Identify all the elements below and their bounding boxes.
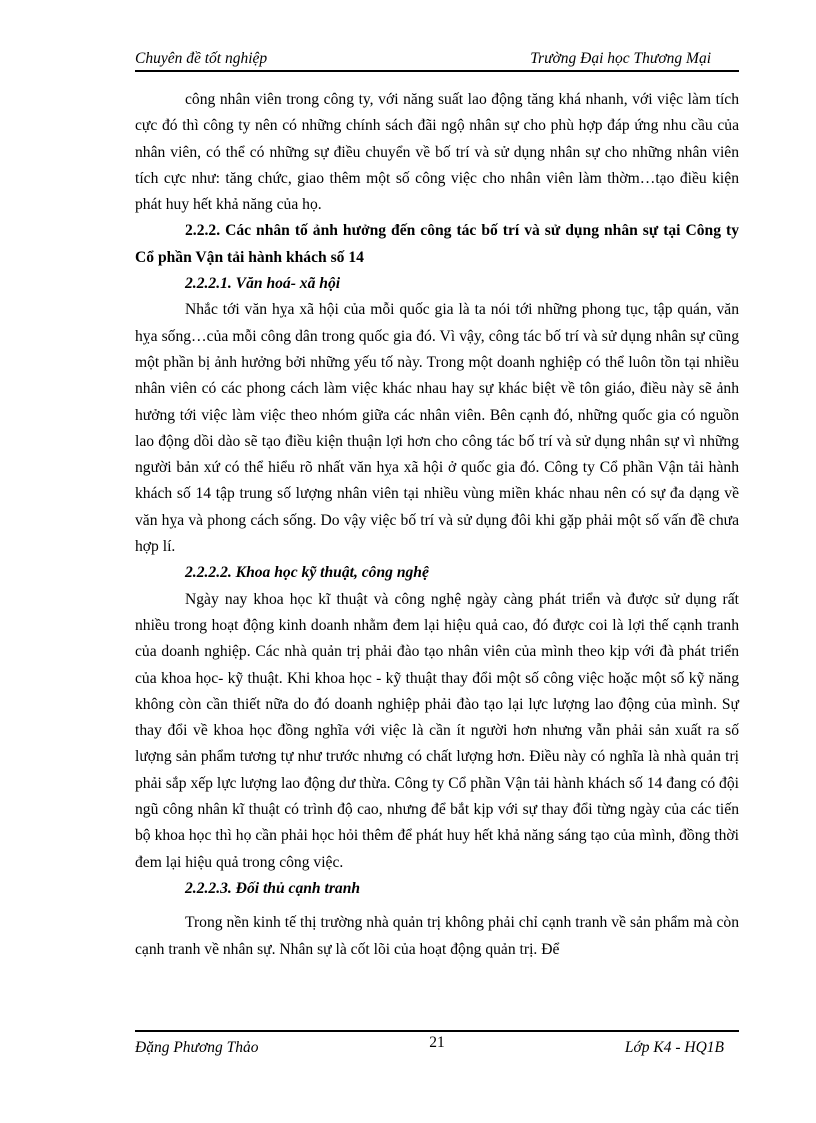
paragraph-competitors: Trong nền kinh tế thị trường nhà quản trị không phải chỉ cạnh tranh về sản phẩm mà còn cạnh tranh về nhân sự. Nhân sự là cốt lõi của hoạt động quản trị. Để bbox=[135, 914, 739, 958]
header-left-title: Chuyên đề tốt nghiệp bbox=[135, 50, 268, 67]
footer-author: Đặng Phương Thảo bbox=[135, 1039, 259, 1056]
paragraph-culture: Nhắc tới văn hỵa xã hội của mỗi quốc gia là ta nói tới những phong tục, tập quán, văn hỵa sống…của mỗi công dân trong quốc gia đó. Vì vậy, công tác bố trí và sử dụng nhân sự cũng một phần bị ảnh hưởng bởi những yếu tố này. Trong một doanh nghiệp có thể luôn tồn tại nhiều nhân viên có các phong cách làm việc khác nhau hay sự khác biệt về tôn giáo, điều này sẽ ảnh hưởng tới việc làm việc theo nhóm giữa các nhân viên. Bên cạnh đó, những quốc gia có nguồn lao động dồi dào sẽ tạo điều kiện thuận lợi hơn cho công tác bố trí và sử dụng nhân sự vì những người bản xứ có thể hiểu rõ nhất văn hỵa xã hội ở quốc gia đó. Công ty Cổ phần Vận tải hành khách số 14 tập trung số lượng nhân viên tại nhiều vùng miền khác nhau nên có sự đa dạng về văn hỵa và phong cách sống. Do vậy việc bố trí và sử dụng đôi khi gặp phải một số vấn đề chưa hợp lí. bbox=[135, 301, 739, 556]
footer-class: Lớp K4 - HQ1B bbox=[624, 1039, 724, 1056]
subsection-heading-culture: 2.2.2.1. Văn hoá- xã hội bbox=[185, 275, 341, 293]
page-number: 21 bbox=[429, 1034, 445, 1051]
paragraph-technology: Ngày nay khoa học kĩ thuật và công nghệ ngày càng phát triển và được sử dụng rất nhiều trong hoạt động kinh doanh nhằm đem lại hiệu quả cao, đó được coi là lợi thế cạnh tranh của doanh nghiệp. Các nhà quản trị phải đào tạo nhân viên của mình theo kịp với đà phát triển của khoa học- kỹ thuật. Khi khoa học - kỹ thuật thay đổi một số công việc hoặc một số kỹ năng không còn cần thiết nữa do đó doanh nghiệp phải đào tạo lại lực lượng lao động của mình. Sự thay đổi về khoa học đồng nghĩa với việc là cần ít người hơn nhưng vẫn phải sản xuất ra số lượng sản phẩm tương tự như trước nhưng có chất lượng hơn. Điều này có nghĩa là nhà quản trị phải sắp xếp lực lượng lao động dư thừa. Công ty Cổ phần Vận tải hành khách số 14 đang có đội ngũ công nhân kĩ thuật có trình độ cao, nhưng để bắt kịp với sự thay đổi từng ngày của các tiến bộ khoa học thì họ cần phải học hỏi thêm để phát huy hết khả năng sáng tạo của mình, đồng thời đem lại hiệu quả trong công việc. bbox=[135, 590, 739, 871]
spacer bbox=[135, 902, 739, 910]
header-right-title: Trường Đại học Thương Mại bbox=[530, 50, 711, 67]
page-header bbox=[135, 48, 739, 72]
subsection-heading-competitors: 2.2.2.3. Đối thủ cạnh tranh bbox=[185, 879, 361, 897]
subsection-heading-technology: 2.2.2.2. Khoa học kỹ thuật, công nghệ bbox=[185, 564, 429, 582]
section-heading-2-2-2: 2.2.2. Các nhân tố ảnh hưởng đến công tác bố trí và sử dụng nhân sự tại Công ty Cổ phần Vận tải hành khách số 14 bbox=[135, 222, 739, 266]
paragraph-intro: công nhân viên trong công ty, với năng suất lao động tăng khá nhanh, với việc làm tích cực đó thì công ty nên có những chính sách đãi ngộ nhân sự cho phù hợp đáp ứng nhu cầu của nhân viên, có thể có những sự điều chuyển về bố trí và sử dụng nhân sự cho những nhân viên tích cực như: tăng chức, giao thêm một số công việc cho nhân viên làm thờm…tạo điều kiện phát huy hết khả năng của họ. bbox=[135, 91, 739, 214]
page-footer bbox=[135, 1030, 739, 1062]
page-body bbox=[135, 87, 739, 963]
